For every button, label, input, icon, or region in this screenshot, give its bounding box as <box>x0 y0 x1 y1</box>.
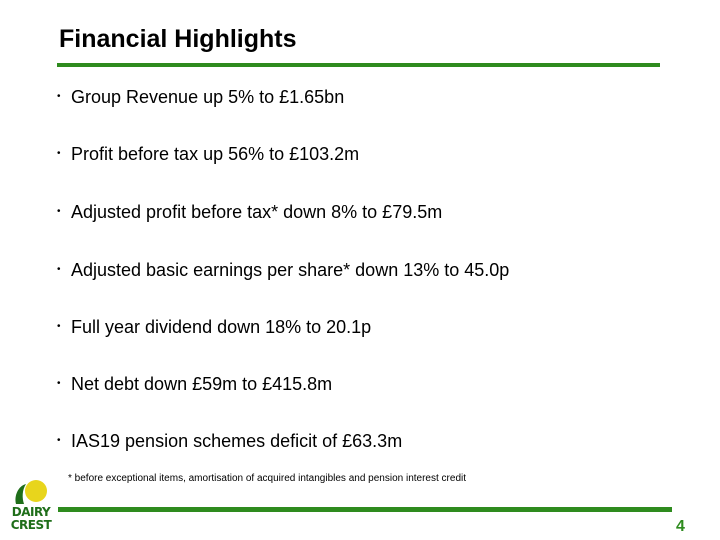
bullet-text: Group Revenue up 5% to £1.65bn <box>71 86 345 107</box>
page-number: 4 <box>676 518 685 535</box>
bullet-text: Adjusted profit before tax* down 8% to £79.5m <box>71 201 443 222</box>
footnote: * before exceptional items, amortisation of acquired intangibles and pension interest credit <box>68 473 467 484</box>
logo-text-line2: CREST <box>10 518 52 532</box>
bullet-marker: • <box>57 91 61 102</box>
footer-rule <box>58 507 672 512</box>
bullet-marker: • <box>57 378 61 389</box>
bullet-marker: • <box>57 264 61 275</box>
bullet-item-revenue <box>57 85 344 109</box>
bullet-item-adjusted-profit <box>57 200 442 224</box>
bullet-item-net-debt <box>57 372 332 396</box>
bullet-marker: • <box>57 321 61 332</box>
bullet-item-dividend <box>57 315 371 339</box>
bullet-item-profit <box>57 142 359 166</box>
bullet-item-eps <box>57 258 509 282</box>
bullet-text: Adjusted basic earnings per share* down 13% to 45.0p <box>71 259 510 280</box>
bullet-marker: • <box>57 435 61 446</box>
bullet-item-pension <box>57 429 402 453</box>
bullet-text: Profit before tax up 56% to £103.2m <box>71 143 360 164</box>
bullet-marker: • <box>57 148 61 159</box>
bullet-text: Net debt down £59m to £415.8m <box>71 373 333 394</box>
bullet-text: Full year dividend down 18% to 20.1p <box>71 316 372 337</box>
bullet-marker: • <box>57 206 61 217</box>
logo-text-line1: DAIRY <box>11 505 51 519</box>
bullet-text: IAS19 pension schemes deficit of £63.3m <box>71 430 403 451</box>
slide-title: Financial Highlights <box>59 25 297 53</box>
